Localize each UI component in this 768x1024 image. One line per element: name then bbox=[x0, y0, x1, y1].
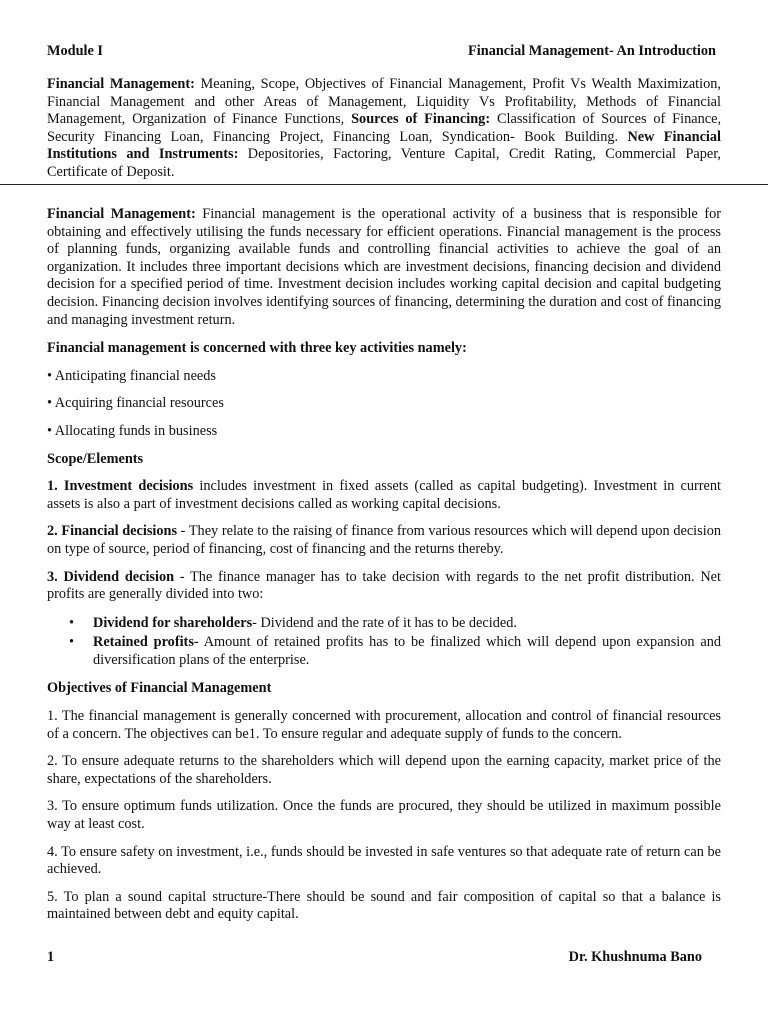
investment-decisions-text: includes investment in fixed assets (called as capital budgeting). Investment in current assets is also a part of investment decisions called as working capital decisions. bbox=[47, 478, 721, 512]
main-content bbox=[47, 206, 721, 924]
sub-item-label: Retained profits bbox=[93, 634, 194, 651]
investment-decisions-paragraph bbox=[47, 478, 721, 513]
sub-item-text: - Dividend and the rate of it has to be decided. bbox=[252, 614, 517, 631]
financial-decisions-paragraph bbox=[47, 523, 721, 558]
author-name: Dr. Khushnuma Bano bbox=[568, 949, 702, 965]
syllabus-institutions-text: Depositories, Factoring, Venture Capital, Credit Rating, Commercial Paper, Certificate of Deposit. bbox=[47, 146, 721, 180]
objective-item: 5. To plan a sound capital structure-There should be sound and fair composition of capital so that a balance is maintained between debt and equity capital. bbox=[47, 888, 721, 923]
activity-item: • Anticipating financial needs bbox=[47, 367, 216, 384]
sub-item-label: Dividend for shareholders bbox=[93, 614, 253, 631]
intro-label: Financial Management: bbox=[47, 206, 196, 222]
dividend-decision-label: 3. Dividend decision bbox=[47, 568, 175, 585]
module-label: Module I bbox=[47, 43, 104, 59]
activity-item: • Allocating funds in business bbox=[47, 422, 218, 439]
activity-item: • Acquiring financial resources bbox=[47, 395, 224, 412]
objective-item: 2. To ensure adequate returns to the shareholders which will depend upon the earning capacity, market price of the share, expectations of the shareholders. bbox=[47, 753, 721, 787]
bullet-icon: • bbox=[69, 614, 75, 631]
objective-item: 1. The financial management is generally concerned with procurement, allocation and control of financial resources of a concern. The objectives can be1. To ensure regular and adequate supply of funds to the concern. bbox=[47, 708, 721, 742]
syllabus-fm-text: Meaning, Scope, Objectives of Financial Management, Profit Vs Wealth Maximization, Financial Management and other Areas of Management, Liquidity Vs Profitability, Methods of Financial Management, Organization of Finance Functions, bbox=[47, 76, 721, 128]
section-divider bbox=[0, 184, 768, 185]
syllabus-institutions-label: New Financial Institutions and Instruments: bbox=[47, 128, 722, 163]
scope-heading: Scope/Elements bbox=[47, 450, 144, 467]
intro-paragraph bbox=[47, 206, 721, 329]
investment-decisions-label: 1. Investment decisions bbox=[47, 478, 194, 495]
sub-item-text: - Amount of retained profits has to be finalized which will depend upon expansion and diversification plans of the enterprise. bbox=[93, 634, 721, 668]
objective-item: 3. To ensure optimum funds utilization. Once the funds are procured, they should be utilized in maximum possible way at least cost. bbox=[47, 798, 721, 833]
page-number: 1 bbox=[47, 949, 55, 965]
activities-heading: Financial management is concerned with three key activities namely: bbox=[47, 340, 467, 357]
syllabus-sources-label: Sources of Financing: bbox=[351, 111, 491, 128]
dividend-decision-text: - The finance manager has to take decision with regards to the net profit distribution. Net profits are generally divided into two: bbox=[47, 568, 721, 603]
dividend-decision-paragraph bbox=[47, 569, 721, 604]
list-item bbox=[47, 615, 721, 633]
objective-item: 4. To ensure safety on investment, i.e., funds should be invested in safe ventures so that adequate rate of return can be achieved. bbox=[47, 843, 721, 878]
objectives-heading: Objectives of Financial Management bbox=[47, 680, 272, 697]
intro-text: Financial management is the operational activity of a business that is responsible for obtaining and effectively utilising the funds necessary for efficient operations. Financial management is the process of planning funds, organizing available funds and controlling financial activities to achieve the goal of an organization. It includes three important decisions which are investment decisions, financing decision and dividend decision for a specified period of time. Investment decision includes working capital decision and capital budgeting decision. Financing decision involves identifying sources of financing, determining the duration and cost of financing and managing investment return. bbox=[47, 206, 721, 328]
financial-decisions-text: - They relate to the raising of finance from various resources which will depend upon decision on type of source, period of financing, cost of financing and the returns thereby. bbox=[47, 523, 721, 557]
document-title: Financial Management- An Introduction bbox=[468, 43, 716, 59]
syllabus-paragraph bbox=[47, 76, 721, 182]
page-footer bbox=[47, 949, 721, 967]
syllabus-sources-text: Classification of Sources of Finance, Security Financing Loan, Financing Project, Financing Loan, Syndication- Book Building. bbox=[47, 111, 722, 145]
syllabus-fm-label: Financial Management: bbox=[47, 76, 195, 92]
page-header bbox=[47, 43, 719, 61]
financial-decisions-label: 2. Financial decisions bbox=[47, 523, 178, 540]
list-item bbox=[47, 634, 721, 669]
bullet-icon: • bbox=[69, 634, 75, 651]
